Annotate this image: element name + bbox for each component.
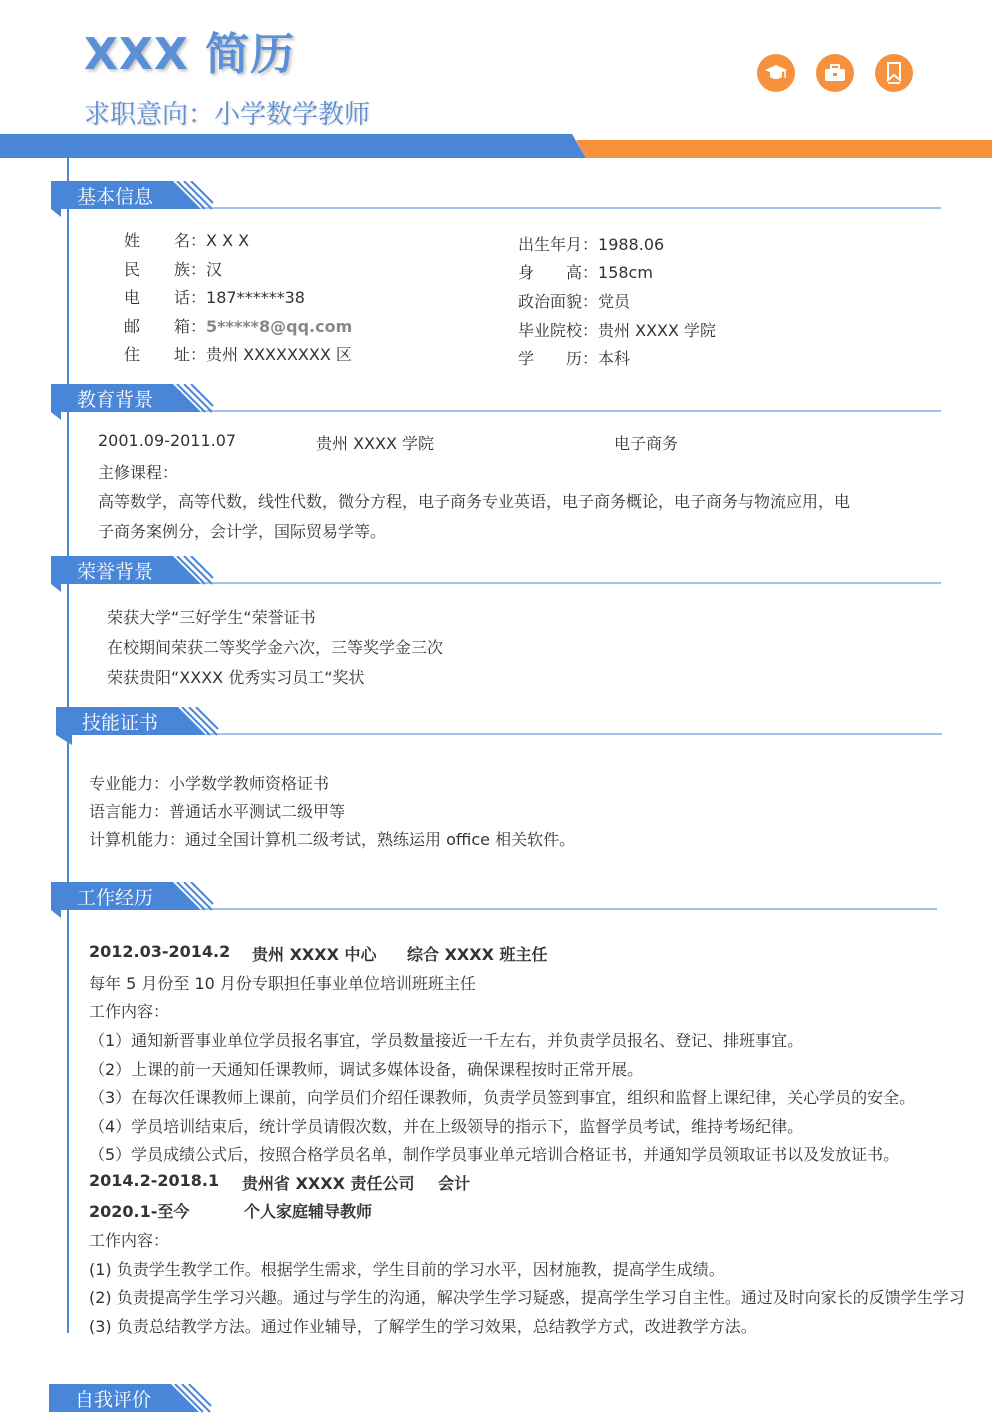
job-period: 2020.1-至今	[89, 1202, 190, 1221]
skill-item: 计算机能力：通过全国计算机二级考试，熟练运用 office 相关软件。	[89, 830, 576, 849]
resume-title: XXX 简历	[84, 29, 296, 80]
content-label: 工作内容：	[89, 1231, 170, 1250]
info-value: 187******38	[206, 288, 305, 307]
duty-item: （2）上课的前一天通知任课教师，调试多媒体设备，确保课程按时正常开展。	[89, 1060, 644, 1079]
skill-item: 专业能力：小学数学教师资格证书	[89, 774, 330, 793]
section-header-work	[51, 882, 941, 912]
info-row-politics: 政治面貌：党员	[518, 292, 631, 311]
job-role: 综合 XXXX 班主任	[407, 945, 548, 964]
section-title: 荣誉背景	[77, 561, 154, 583]
edu-school: 贵州 XXXX 学院	[316, 434, 435, 453]
section-header-honors	[51, 556, 941, 586]
section-header-self	[49, 1384, 939, 1414]
info-row-height: 身 高：158cm	[518, 263, 653, 282]
edu-period: 2001.09-2011.07	[98, 431, 237, 450]
info-value: 贵州 XXXXXXXX 区	[206, 345, 352, 364]
honor-item: 荣获贵阳“XXXX 优秀实习员工“奖状	[107, 668, 365, 687]
job-org: 贵州 XXXX 中心	[252, 945, 377, 964]
honor-item: 荣获大学“三好学生“荣誉证书	[107, 608, 316, 627]
info-row-email: 邮 箱：5*****8@qq.com	[124, 317, 353, 336]
info-row-ethnicity: 民 族：汉	[124, 260, 223, 279]
job-intent: 求职意向：小学数学教师	[84, 100, 371, 130]
honor-item: 在校期间荣获二等奖学金六次，三等奖学金三次	[107, 638, 444, 657]
duty-item: （3）在每次任课教师上课前，向学员们介绍任课教师，负责学员签到事宜，组织和监督上课纪律，关心学员的安全。	[89, 1088, 916, 1107]
briefcase-icon	[816, 54, 854, 92]
duty-item: （4）学员培训结束后，统计学员请假次数，并在上级领导的指示下，监督学员考试，维持考场纪律。	[89, 1117, 804, 1136]
info-row-name: 姓 名：X X X	[124, 231, 250, 250]
info-row-phone: 电 话：187******38	[124, 288, 305, 307]
graduation-cap-icon	[757, 54, 795, 92]
courses-line: 子商务案例分，会计学，国际贸易学等。	[98, 522, 387, 541]
email-value[interactable]: 5*****8@qq.com	[206, 317, 353, 336]
info-row-degree: 学 历：本科	[518, 349, 631, 368]
duty-item: (3) 负责总结教学方法。通过作业辅导，了解学生的学习效果，总结教学方式，改进教学方法。	[89, 1317, 757, 1336]
content-label: 工作内容：	[89, 1002, 170, 1021]
courses-label: 主修课程：	[98, 463, 179, 482]
duty-item: （5）学员成绩公式后，按照合格学员名单，制作学员事业单元培训合格证书，并通知学员领取证书以及发放证书。	[89, 1145, 900, 1164]
job-period: 2014.2-2018.1	[89, 1171, 220, 1190]
skill-item: 语言能力：普通话水平测试二级甲等	[89, 802, 346, 821]
header-banner	[0, 134, 992, 160]
section-header-skills	[56, 707, 946, 737]
job-desc: 每年 5 月份至 10 月份专职担任事业单位培训班班主任	[89, 974, 476, 993]
section-title: 自我评价	[75, 1389, 152, 1411]
duty-item: (2) 负责提高学生学习兴趣。通过与学生的沟通，解决学生学习疑惑，提高学生学习自主性。通过及时向家长的反馈学生学习	[89, 1288, 965, 1307]
info-row-address: 住 址：贵州 XXXXXXXX 区	[124, 345, 352, 364]
info-row-school: 毕业院校：贵州 XXXX 学院	[518, 321, 717, 340]
courses-line: 高等数学，高等代数，线性代数，微分方程，电子商务专业英语，电子商务概论，电子商务与物流应用，电	[98, 492, 851, 511]
section-title: 基本信息	[77, 186, 154, 208]
job-role: 个人家庭辅导教师	[244, 1202, 373, 1221]
duty-item: (1) 负责学生教学工作。根据学生需求，学生目前的学习水平，因材施教，提高学生成绩。	[89, 1260, 725, 1279]
job-org: 贵州省 XXXX 责任公司	[242, 1174, 415, 1193]
job-role: 会计	[438, 1174, 471, 1193]
section-title: 技能证书	[82, 712, 159, 734]
section-title: 教育背景	[77, 389, 154, 411]
job-period: 2012.03-2014.2	[89, 942, 231, 961]
edu-major: 电子商务	[614, 434, 679, 453]
section-header-basic	[51, 181, 941, 211]
info-value: X X X	[206, 231, 250, 250]
info-row-birth: 出生年月：1988.06	[518, 235, 665, 254]
section-title: 工作经历	[77, 887, 154, 909]
bookmark-icon	[875, 54, 913, 92]
section-header-education	[51, 384, 941, 414]
info-value: 汉	[206, 260, 223, 279]
duty-item: （1）通知新晋事业单位学员报名事宜，学员数量接近一千左右，并负责学员报名、登记、排班事宜。	[89, 1031, 804, 1050]
